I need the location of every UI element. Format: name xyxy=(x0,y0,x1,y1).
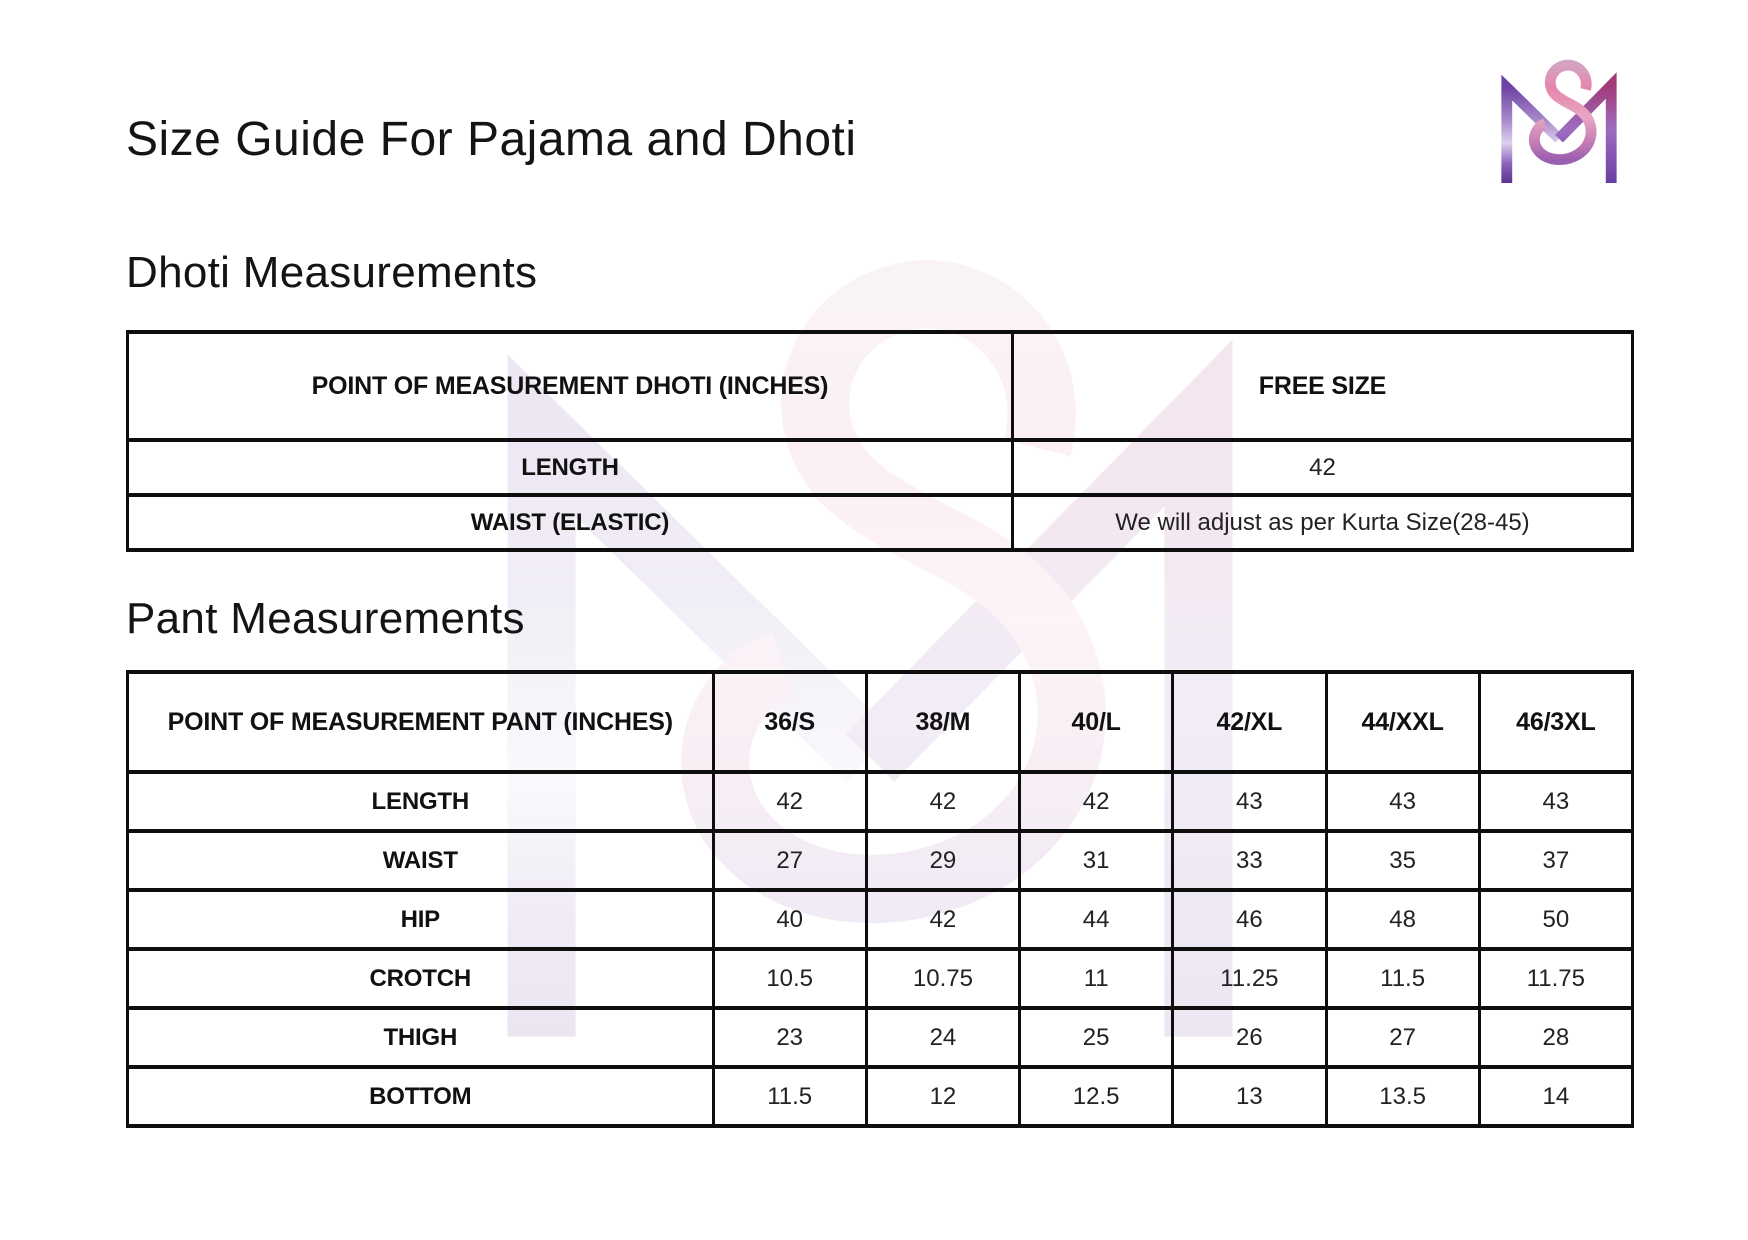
row-label: LENGTH xyxy=(128,440,1013,495)
column-header: 42/XL xyxy=(1173,672,1326,772)
measurement-value: 44 xyxy=(1020,890,1173,949)
table-row xyxy=(128,831,1633,890)
measurement-value: 10.75 xyxy=(866,949,1019,1008)
table-row xyxy=(128,772,1633,831)
row-label: HIP xyxy=(128,890,714,949)
measurement-value: 43 xyxy=(1479,772,1632,831)
measurement-value: 33 xyxy=(1173,831,1326,890)
table-row xyxy=(128,1067,1633,1126)
measurement-value: 42 xyxy=(713,772,866,831)
measurement-value: 24 xyxy=(866,1008,1019,1067)
table-row xyxy=(128,949,1633,1008)
measurement-value: 11 xyxy=(1020,949,1173,1008)
row-label: BOTTOM xyxy=(128,1067,714,1126)
measurement-value: 11.5 xyxy=(1326,949,1479,1008)
dhoti-table xyxy=(126,330,1634,552)
table-row xyxy=(128,440,1633,495)
measurement-value: 10.5 xyxy=(713,949,866,1008)
measurement-value: 13 xyxy=(1173,1067,1326,1126)
row-label: WAIST (ELASTIC) xyxy=(128,495,1013,550)
measurement-value: 11.25 xyxy=(1173,949,1326,1008)
measurement-value: 11.5 xyxy=(713,1067,866,1126)
measurement-value: 14 xyxy=(1479,1067,1632,1126)
row-label: THIGH xyxy=(128,1008,714,1067)
row-label: CROTCH xyxy=(128,949,714,1008)
row-label: WAIST xyxy=(128,831,714,890)
row-label: LENGTH xyxy=(128,772,714,831)
measurement-value: 40 xyxy=(713,890,866,949)
pant-header-row xyxy=(128,672,1633,772)
column-header: 38/M xyxy=(866,672,1019,772)
measurement-value: 31 xyxy=(1020,831,1173,890)
measurement-value: 37 xyxy=(1479,831,1632,890)
pant-table xyxy=(126,670,1634,1128)
measurement-value: 46 xyxy=(1173,890,1326,949)
page-title: Size Guide For Pajama and Dhoti xyxy=(126,113,857,166)
column-header: 44/XXL xyxy=(1326,672,1479,772)
measurement-value: 43 xyxy=(1173,772,1326,831)
measurement-value: 11.75 xyxy=(1479,949,1632,1008)
table-row xyxy=(128,890,1633,949)
column-header: POINT OF MEASUREMENT PANT (INCHES) xyxy=(128,672,714,772)
pant-heading: Pant Measurements xyxy=(126,594,525,643)
measurement-value: 42 xyxy=(866,772,1019,831)
measurement-value: 12.5 xyxy=(1020,1067,1173,1126)
measurement-value: 25 xyxy=(1020,1008,1173,1067)
table-row xyxy=(128,495,1633,550)
pant-table-body xyxy=(128,772,1633,1126)
measurement-value: 27 xyxy=(1326,1008,1479,1067)
column-header: 36/S xyxy=(713,672,866,772)
column-header: POINT OF MEASUREMENT DHOTI (INCHES) xyxy=(128,332,1013,440)
measurement-value: 35 xyxy=(1326,831,1479,890)
measurement-value: 28 xyxy=(1479,1008,1632,1067)
brand-logo-sm-icon xyxy=(1494,50,1624,190)
measurement-value: 12 xyxy=(866,1067,1019,1126)
column-header: FREE SIZE xyxy=(1012,332,1632,440)
measurement-value: 43 xyxy=(1326,772,1479,831)
measurement-value: 42 xyxy=(1012,440,1632,495)
measurement-value: 42 xyxy=(1020,772,1173,831)
column-header: 40/L xyxy=(1020,672,1173,772)
measurement-value: 13.5 xyxy=(1326,1067,1479,1126)
measurement-value: 48 xyxy=(1326,890,1479,949)
dhoti-heading: Dhoti Measurements xyxy=(126,248,538,297)
measurement-value: 26 xyxy=(1173,1008,1326,1067)
dhoti-table-body xyxy=(128,440,1633,550)
measurement-value: We will adjust as per Kurta Size(28-45) xyxy=(1012,495,1632,550)
measurement-value: 42 xyxy=(866,890,1019,949)
measurement-value: 29 xyxy=(866,831,1019,890)
measurement-value: 27 xyxy=(713,831,866,890)
table-row xyxy=(128,1008,1633,1067)
measurement-value: 50 xyxy=(1479,890,1632,949)
column-header: 46/3XL xyxy=(1479,672,1632,772)
dhoti-header-row xyxy=(128,332,1633,440)
measurement-value: 23 xyxy=(713,1008,866,1067)
